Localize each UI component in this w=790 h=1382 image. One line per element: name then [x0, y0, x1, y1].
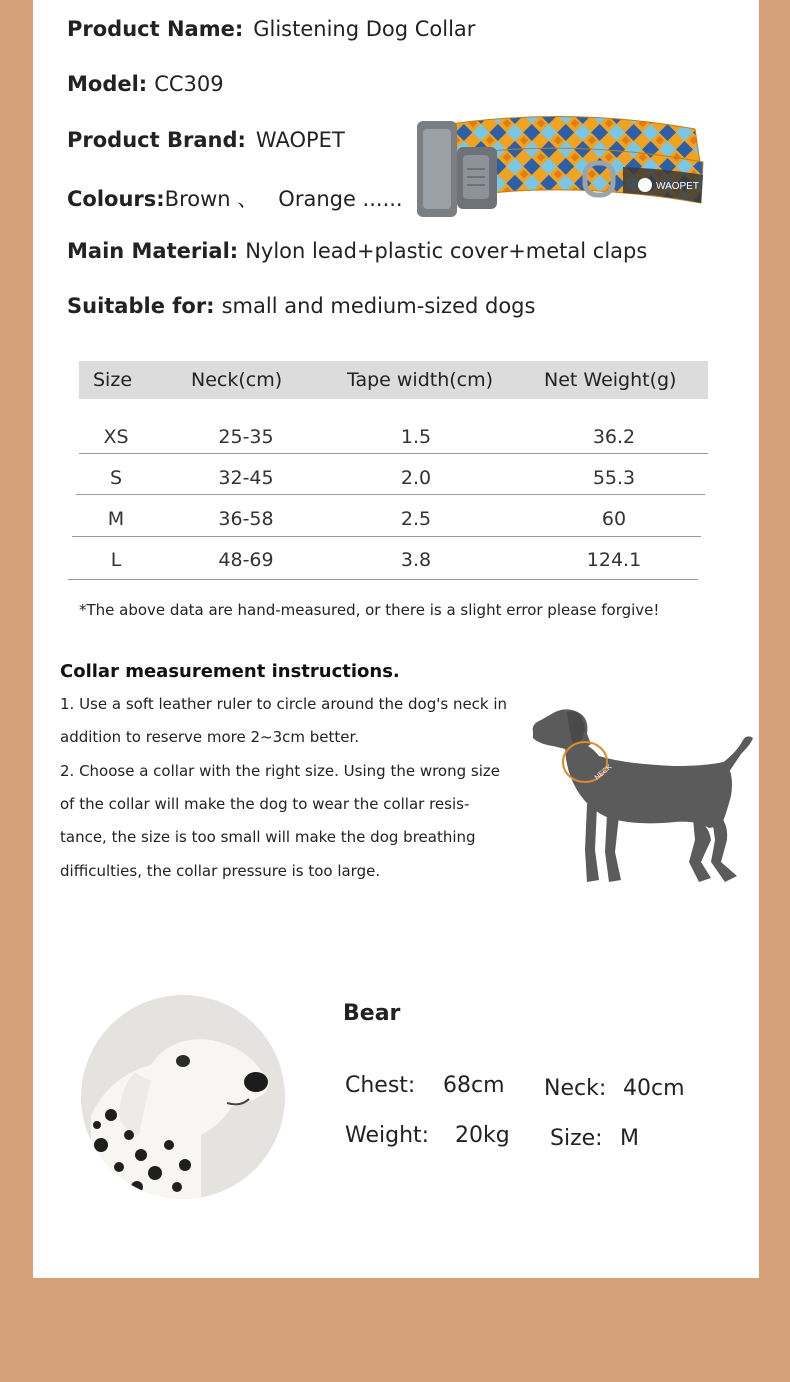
neck-measure-label: Neck:: [544, 1076, 607, 1101]
spec-material: [67, 239, 647, 263]
material-label: Main Material:: [67, 239, 239, 263]
row-divider: [72, 536, 701, 537]
colours-value: Brown 、 Orange ......: [164, 187, 403, 211]
instructions-title: Collar measurement instructions.: [60, 661, 400, 682]
material-value: Nylon lead+plastic cover+metal claps: [245, 239, 648, 263]
product-name-value: Glistening Dog Collar: [253, 17, 476, 41]
header-tape-width: Tape width(cm): [347, 369, 494, 391]
header-size: Size: [93, 369, 133, 391]
weight-label: Weight:: [345, 1123, 430, 1148]
spec-colours: [67, 183, 403, 213]
size-label: Size:: [550, 1126, 603, 1151]
table-cell: M: [107, 508, 125, 530]
brand-value: WAOPET: [255, 128, 345, 152]
chest-label: Chest:: [345, 1073, 416, 1098]
collar-brand-text: WAOPET: [656, 181, 699, 192]
table-cell: L: [110, 549, 122, 571]
instruction-line: tance, the size is too small will make the dog breathing: [60, 828, 476, 846]
instruction-line: of the collar will make the dog to wear the collar resis-: [60, 795, 470, 813]
spec-product-name: [67, 17, 475, 41]
row-divider: [68, 579, 698, 580]
table-cell: 2.0: [400, 467, 432, 489]
table-cell: 2.5: [400, 508, 432, 530]
table-cell: 36-58: [218, 508, 274, 530]
spec-model: [67, 72, 224, 96]
row-divider: [76, 494, 705, 495]
measurement-note: *The above data are hand-measured, or there is a slight error please forgive!: [79, 601, 660, 619]
neck-measure-value: 40cm: [623, 1076, 685, 1101]
weight-value: 20kg: [455, 1123, 510, 1148]
instruction-line: difficulties, the collar pressure is too large.: [60, 862, 381, 880]
table-cell: 60: [601, 508, 627, 530]
header-neck: Neck(cm): [191, 369, 283, 391]
collar-product-image: [413, 107, 708, 226]
model-dog-name: Bear: [343, 1001, 401, 1026]
row-divider: [79, 453, 708, 454]
brand-label: Product Brand:: [67, 128, 246, 152]
table-cell: 25-35: [218, 426, 274, 448]
instruction-line: 2. Choose a collar with the right size. Using the wrong size: [60, 762, 500, 780]
dalmatian-photo: [81, 995, 285, 1199]
colours-label: Colours:: [67, 187, 165, 211]
header-net-weight: Net Weight(g): [544, 369, 677, 391]
neck-label: NECK: [593, 763, 614, 782]
table-cell: XS: [103, 426, 129, 448]
chest-value: 68cm: [443, 1073, 505, 1098]
dog-silhouette-neck-diagram: [525, 700, 755, 894]
table-cell: 124.1: [586, 549, 642, 571]
product-name-label: Product Name:: [67, 17, 244, 41]
suitable-value: small and medium-sized dogs: [221, 294, 536, 318]
spec-suitable: [67, 294, 535, 318]
model-label: Model:: [67, 72, 148, 96]
table-cell: 48-69: [218, 549, 274, 571]
size-value: M: [620, 1126, 639, 1151]
table-cell: 36.2: [592, 426, 636, 448]
table-cell: 1.5: [400, 426, 432, 448]
table-cell: S: [109, 467, 123, 489]
instruction-line: 1. Use a soft leather ruler to circle around the dog's neck in: [60, 695, 508, 713]
suitable-label: Suitable for:: [67, 294, 215, 318]
table-cell: 55.3: [592, 467, 636, 489]
table-cell: 3.8: [400, 549, 432, 571]
instruction-line: addition to reserve more 2~3cm better.: [60, 728, 360, 746]
model-value: CC309: [154, 72, 224, 96]
spec-brand: [67, 128, 345, 152]
table-cell: 32-45: [218, 467, 274, 489]
